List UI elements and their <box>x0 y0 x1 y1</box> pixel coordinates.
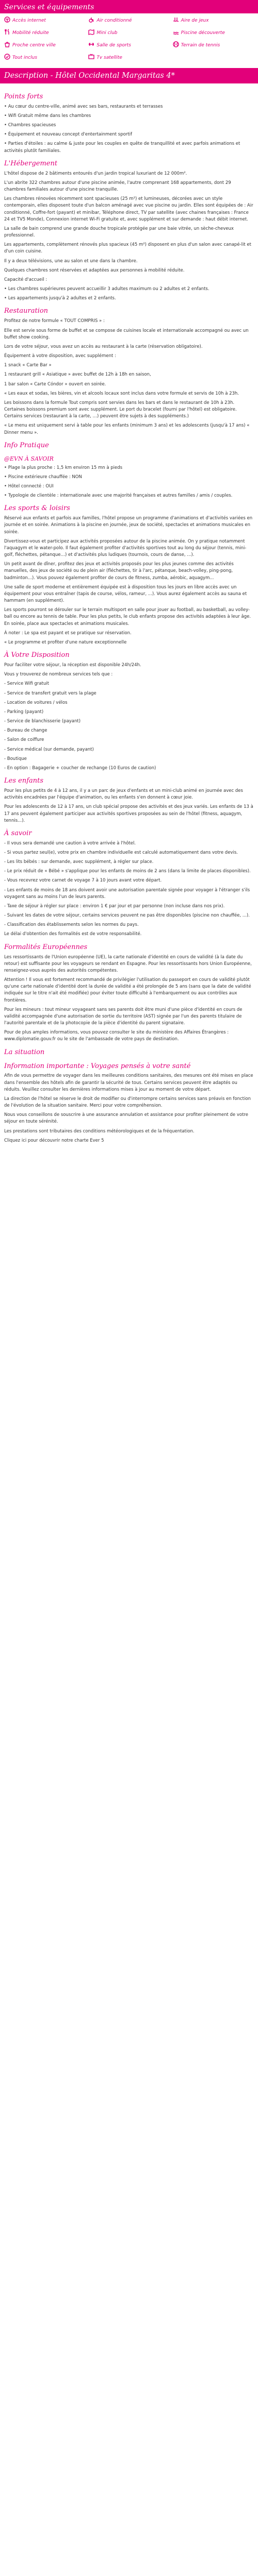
section-paragraph: Afin de vous permettre de voyager dans les meilleures conditions sanitaires, des mesures ont été mises en place dans l'ensemble des hôtels afin de garantir la sécurité de tous. Certains services peuvent être adaptés ou réduits. Veuillez consulter les dernières informations mises à jour au moment de votre départ. <box>4 1073 253 1092</box>
service-item <box>4 41 85 50</box>
section-title: L'Hébergement <box>4 159 58 167</box>
restaurant-icon <box>4 29 10 38</box>
section-paragraph: - Si vous partez seul(e), votre prix en chambre individuelle est calculé automatiquement dans votre devis. <box>4 850 238 855</box>
services-grid <box>0 13 258 68</box>
description-header <box>0 68 258 83</box>
section-paragraph: Attention ! Il vous est fortement recommandé de privilégier l'utilisation du passeport en cours de validité plutôt qu'une carte nationale d'identité dont la durée de validité a été prolongée de 5 ans (sans que la date de validité indiquée sur le titre n'ait été modifiée) pour éviter toute difficulté à l'embarquement ou aux contrôles aux frontières. <box>4 977 251 1003</box>
service-item <box>4 54 85 63</box>
section-paragraph: Profitez de notre formule « TOUT COMPRIS » : <box>4 318 105 324</box>
section-paragraph: - Les enfants de moins de 18 ans doivent avoir une autorisation parentale signée pour voyager à l'étranger s'ils voyagent sans au moins l'un de leurs parents. <box>4 887 250 900</box>
section-paragraph: Elle est servie sous forme de buffet et se compose de cuisines locale et internationale accompagné ou avec un buffet show cooking. <box>4 328 249 340</box>
services-header <box>0 0 258 13</box>
section-paragraph: « Les eaux et sodas, les bières, vin et alcools locaux sont inclus dans votre formule et servis de 10h à 23h. <box>4 391 239 396</box>
section-paragraph: - Boutique <box>4 756 27 761</box>
section-paragraph: - Classification des établissements selon les normes du pays. <box>4 922 139 928</box>
service-label: Terrain de tennis <box>181 42 220 48</box>
section-title: Les sports & loisirs <box>4 504 70 513</box>
pool-covered-icon <box>173 29 179 38</box>
wheelchair-icon <box>88 16 94 26</box>
description-title: Description - Hôtel Occidental Margaritas 4* <box>4 71 175 80</box>
section-paragraph: - Service Wifi gratuit <box>4 681 50 687</box>
section-paragraph: L'un abrite 322 chambres autour d'une piscine animée, l'autre comprenant 168 appartements, dont 29 chambres familiales autour d'une piscine tranquille. <box>4 180 231 193</box>
section-paragraph: « Le programme et profiter d'une nature exceptionnelle <box>4 640 127 645</box>
service-label: Accès internet <box>12 18 46 23</box>
section-paragraph: Pour les mineurs : tout mineur voyageant sans ses parents doit être muni d'une pièce d'identité en cours de validité accompagnée d'une autorisation de sortie du territoire (AST) signée par l'un des parents titulaire de l'autorité parentale et de la photocopie de la pièce d'identité du parent signataire. <box>4 1007 243 1026</box>
section-title: Info Pratique <box>4 441 49 449</box>
service-label: Piscine découverte <box>181 30 225 36</box>
section-paragraph: 1 restaurant grill « Asiatique » avec buffet de 12h à 18h en saison, <box>4 372 151 378</box>
service-label: Mobilité réduite <box>12 30 49 36</box>
service-label: Proche centre ville <box>12 42 56 48</box>
section-paragraph: - Service de blanchisserie (payant) <box>4 719 81 724</box>
section-paragraph: - Parking (payant) <box>4 709 44 715</box>
section-paragraph: Les chambres rénovées récemment sont spacieuses (25 m²) et lumineuses, décorées avec un style contemporain, elles disposent toute d'un balcon aménagé avec vue piscine ou jardin. Elles sont équipées de : Air conditionné, Coffre-fort (payant) et minibar, Téléphone direct, TV par satellite (avec chaines françaises : France 24 et TV5 Monde), Connexion internet Wi-Fi gratuite et, avec supplément et sur demande : haut débit internet. <box>4 196 253 222</box>
section-title: Information importante : Voyages pensés à votre santé <box>4 1062 191 1070</box>
service-label: Salle de sports <box>96 42 131 48</box>
service-item <box>4 29 85 38</box>
section-paragraph: Le délai d'obtention des formalités est de votre responsabilité. <box>4 931 142 937</box>
section-paragraph: - Location de voitures / vélos <box>4 700 68 705</box>
section-paragraph: • Chambres spacieuses <box>4 123 56 128</box>
gym-icon <box>88 41 94 50</box>
check-icon <box>4 54 10 63</box>
section-paragraph: Pour faciliter votre séjour, la réception est disponible 24h/24h. <box>4 663 141 668</box>
service-label: Tv satellite <box>96 55 122 60</box>
section-paragraph: Pour de plus amples informations, vous pouvez consulter le site du ministère des Affaires Étrangères : www.diplomatie.gouv.fr ou le site de l'ambassade de votre pays de destination. <box>4 1030 229 1042</box>
section-paragraph: À noter : Le spa est payant et se pratique sur réservation. <box>4 630 132 636</box>
section-paragraph: - En option : Bagagerie + coucher de rechange (10 Euros de caution) <box>4 765 156 771</box>
section-paragraph: Un petit avant de dîner, profitez des jeux et activités proposés pour les plus jeunes comme des activités manuelles, des jeux de société ou de plein air (fléchettes, tir à l'arc, pétanque, beach-volley, ping-pong, badminton...). Vous pouvez également profiter de cours de fitness, zumba, aérobic, aquagym... <box>4 562 234 581</box>
service-label: Tout inclus <box>12 55 38 60</box>
section-paragraph: Les boissons dans la formule Tout compris sont servies dans les bars et dans le restaurant de 10h à 23h. Certaines boissons premium sont avec supplément. Le port du bracelet (fourni par l'hôtel) est obligatoire. Certains services (restaurant à la carte, …) peuvent être sujets à des suppléments.) <box>4 400 237 419</box>
section-paragraph: - Salon de coiffure <box>4 737 44 743</box>
tennis-icon <box>173 41 179 50</box>
accessibility-icon <box>4 16 10 26</box>
section-title: À Votre Disposition <box>4 651 70 659</box>
section-paragraph: Équipement à votre disposition, avec supplément : <box>4 353 116 359</box>
section-paragraph: Pour les plus petits de 4 à 12 ans, il y a un parc de jeux d'enfants et un mini-club animé en journée avec des activités encadrées par l'équipe d'animation, ou les enfants s'en donnent à cœur joie. <box>4 788 243 801</box>
service-item <box>173 29 254 38</box>
service-item <box>173 16 254 26</box>
service-label: Mini club <box>96 30 118 36</box>
section-paragraph: L'hôtel dispose de 2 bâtiments entourés d'un jardin tropical luxuriant de 12 000m². <box>4 171 187 176</box>
section-paragraph: - Les lits bébés : sur demande, avec supplément, à régler sur place. <box>4 859 154 865</box>
service-label: Air conditionné <box>96 18 132 23</box>
service-item <box>88 54 169 63</box>
section-paragraph: • Plage la plus proche : 1,5 km environ 15 mn à pieds <box>4 465 123 470</box>
section-paragraph: - Vous recevrez votre carnet de voyage 7 à 10 jours avant votre départ. <box>4 878 162 884</box>
section-paragraph: Les sports pourront se dérouler sur le terrain multisport en salle pour jouer au football, au basketball, au volley-ball ou encore au tennis de table. Pour les plus petits, le club enfants propose des activités adaptées à leur âge. En soirée, place aux spectacles et animations musicales. <box>4 607 251 626</box>
section-paragraph: Il y a deux télévisions, une au salon et une dans la chambre. <box>4 258 138 264</box>
section-paragraph: • Les chambres supérieures peuvent accueillir 3 adultes maximum ou 2 adultes et 2 enfants. <box>4 286 209 292</box>
section-paragraph: - Suivant les dates de votre séjour, certains services peuvent ne pas être disponibles (piscine non chauffée, ...). <box>4 913 250 919</box>
section-paragraph: « Le menu est uniquement servi à table pour les enfants (minimum 3 ans) et les adolescents (jusqu'à 17 ans) « Dinner menu ». <box>4 423 250 435</box>
service-item <box>173 41 254 50</box>
section-title: Points forts <box>4 92 43 100</box>
section-paragraph: - Service médical (sur demande, payant) <box>4 747 94 752</box>
section-title: La situation <box>4 1048 45 1056</box>
service-item <box>88 29 169 38</box>
section-paragraph: Réservé aux enfants et parfois aux familles, l'hôtel propose un programme d'animations et d'activités variées en journée et en soirée. Animations à la piscine en journée, jeux de société, spectacles et animations musicales en soirée. <box>4 516 253 535</box>
service-item <box>4 16 85 26</box>
section-title: À savoir <box>4 829 32 837</box>
section-paragraph: - Le prix réduit de « Bébé » s'applique pour les enfants de moins de 2 ans (dans la limite de places disponibles). <box>4 869 251 874</box>
section-paragraph: - Taxe de séjour à régler sur place : environ 1 € par jour et par personne (non incluse dans nos prix). <box>4 903 225 909</box>
section-paragraph: • Wifi Gratuit même dans les chambres <box>4 113 91 118</box>
tv-icon <box>88 54 94 63</box>
page-root <box>0 0 258 1167</box>
shopping-icon <box>4 41 10 50</box>
section-paragraph: Les ressortissants de l'Union européenne (UE), la carte nationale d'identité en cours de validité (à la date du retour) est suffisante pour les voyageurs se rendant en Espagne. Pour les ressortissants hors Union Européenne, renseignez-vous auprès des autorités compétentes. <box>4 954 252 973</box>
section-title: Formalités Européennes <box>4 943 88 951</box>
service-item <box>88 16 169 26</box>
section-paragraph: 1 bar salon « Carte Cóndor » ouvert en soirée. <box>4 381 106 387</box>
service-item <box>88 41 169 50</box>
section-paragraph: • Au cœur du centre-ville, animé avec ses bars, restaurants et terrasses <box>4 104 163 109</box>
section-paragraph: Lors de votre séjour, vous avez un accès au restaurant à la carte (réservation obligatoire). <box>4 344 203 349</box>
section-paragraph: 1 snack « Carte Bar » <box>4 363 52 368</box>
section-paragraph: • Équipement et nouveau concept d'entertainment sportif <box>4 132 133 138</box>
section-paragraph: - Bureau de change <box>4 728 47 734</box>
section-paragraph: Vous y trouverez de nombreux services tels que : <box>4 672 113 677</box>
section-paragraph: Une salle de sport moderne et entièrement équipée est à disposition tous les jours en libre accès avec un équipement pour vous entraîner (tapis de course, vélos, rameur, ...). Vous aurez également accès au sauna et hammam (en supplément). <box>4 584 247 604</box>
section-paragraph: Pour les adolescents de 12 à 17 ans, un club spécial propose des activités et des jeux variés. Les enfants de 13 à 17 ans peuvent également participer aux activités sportives proposées au sein de l'hôtel (fitness, aquagym, tennis...). <box>4 804 253 823</box>
section-paragraph: • Les appartements jusqu'à 2 adultes et 2 enfants. <box>4 296 116 301</box>
section-title: Restauration <box>4 307 49 315</box>
section-paragraph: • Piscine extérieure chauffée : NON <box>4 474 82 480</box>
section-paragraph: Quelques chambres sont réservées et adaptées aux personnes à mobilité réduite. <box>4 267 185 273</box>
section-paragraph: Divertissez-vous et participez aux activités proposées autour de la piscine animée. On y pratique notamment l'aquagym et le water-polo. Il faut également profiter d'activités sportives tout au long du séjour (tennis, mini-golf, fléchettes, pétanque…) et d'activités plus ludiques (tournois, cours de danse, ...). <box>4 538 247 558</box>
pool-icon <box>173 16 179 26</box>
section-paragraph: - Il vous sera demandé une caution à votre arrivée à l'hôtel. <box>4 840 136 846</box>
section-title: Les enfants <box>4 777 44 785</box>
section-subtitle: @EVN À SAVOIR <box>4 455 54 462</box>
section-paragraph: • Hôtel connecté : OUI <box>4 484 54 489</box>
services-title: Services et équipements <box>4 3 94 11</box>
description-content <box>0 83 258 1167</box>
section-paragraph: • Typologie de clientèle : internationale avec une majorité françaises et autres familles / amis / couples. <box>4 493 233 499</box>
section-paragraph: Les appartements, complètement rénovés plus spacieux (45 m²) disposent en plus d'un salon avec canapé-lit et d'un coin cuisine. <box>4 242 251 255</box>
map-icon <box>88 29 94 38</box>
section-paragraph: Cliquez ici pour découvrir notre charte Ever 5 <box>4 1138 104 1143</box>
section-paragraph: La salle de bain comprend une grande douche tropicale protégée par une baie vitrée, un sèche-cheveux professionnel. <box>4 226 234 239</box>
section-paragraph: - Service de transfert gratuit vers la plage <box>4 690 96 696</box>
section-paragraph: Capacité d'accueil : <box>4 277 47 282</box>
section-paragraph: • Parties d'étoiles : au calme & juste pour les couples en quête de tranquillité et avec parfois animations et activités plutôt familiales. <box>4 141 240 154</box>
service-label: Aire de jeux <box>181 18 209 23</box>
section-paragraph: Les prestations sont tributaires des conditions météorologiques et de la fréquentation. <box>4 1128 195 1134</box>
section-paragraph: Nous vous conseillons de souscrire à une assurance annulation et assistance pour profiter pleinement de votre séjour en toute sérénité. <box>4 1112 248 1125</box>
section-paragraph: La direction de l'hôtel se réserve le droit de modifier ou d'interrompre certains services sans préavis en fonction de l'évolution de la situation sanitaire. Merci pour votre compréhension. <box>4 1096 251 1109</box>
